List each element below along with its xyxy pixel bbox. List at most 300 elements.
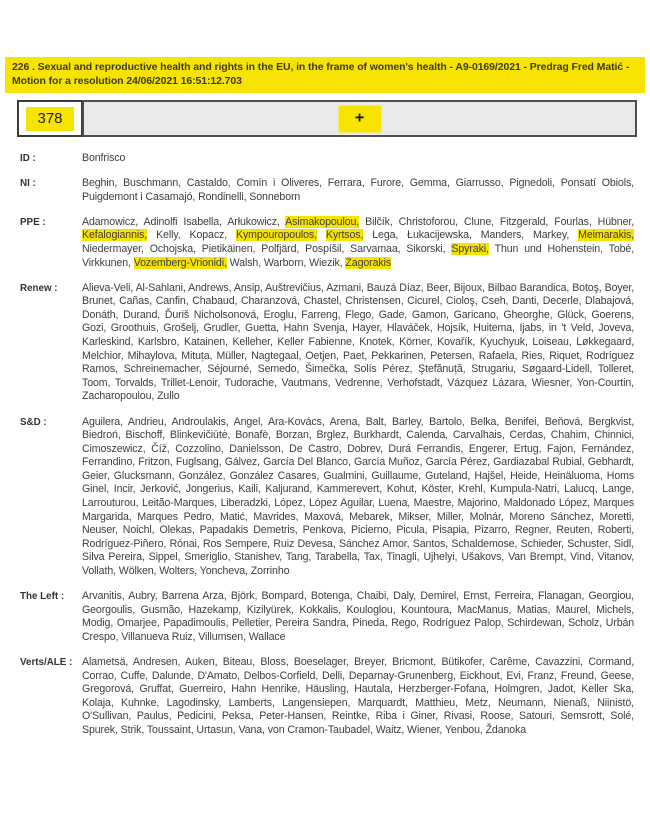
member-name: Tobé, [608,242,635,255]
member-name: Wölken, [118,565,157,578]
member-name: Gregorová, [82,683,134,696]
member-name: Barley, [392,415,424,428]
member-name: Modig, [82,617,114,630]
member-name: Georgoulis, [82,603,136,616]
member-name: Ara-Kovács, [268,415,325,428]
member-name: Arena, [329,415,361,428]
member-name: Beghin, [82,177,118,190]
member-name: Virkkunen, [82,256,131,269]
member-name: Balt, [365,415,387,428]
member-name: Gardiazabal Rubial, [493,456,585,469]
member-name: Hahn Henrike, [231,683,301,696]
member-name: Hautala, [354,683,393,696]
member-name: Omarjee, [116,617,160,630]
member-name: Ijabs, [519,322,545,335]
member-name: Ansip, [233,281,263,294]
member-name: Ertug, [513,442,542,455]
member-name: Kympouropoulos, [236,229,317,242]
member-name: Cioloş, [445,295,478,308]
member-name: Urtasun, [196,723,236,736]
vote-groups [20,152,634,749]
member-name: Lamberts, [228,696,275,709]
member-name: Warborn, [263,256,307,269]
member-name: Tudorache, [224,376,277,389]
member-name: Groothuis, [110,322,159,335]
member-name: Boyer, [604,281,635,294]
member-name: Körner, [399,336,433,349]
member-name: Durá Ferrandis, [388,442,464,455]
member-name: Gozi, [82,322,107,335]
member-name: Papadimoulis, [163,617,229,630]
member-name: Glucksmann, [113,469,175,482]
member-name: Vázquez Lázara, [447,376,528,389]
member-name: Wolters, [159,565,198,578]
member-name: Metz, [465,696,491,709]
member-name: Ferrandino, [82,456,136,469]
member-name: Androulakis, [171,415,229,428]
member-name: Hübner, [597,215,635,228]
member-name: Ries, [521,349,546,362]
member-name: Daly, [393,590,417,603]
member-name: Schuster, [567,537,611,550]
member-name: Guillaume, [371,469,422,482]
member-name: Beňová, [544,415,583,428]
member-name: Vitanov, [597,551,635,564]
member-name: Sonneborn [249,190,301,203]
member-name: Vollath, [82,565,116,578]
member-name: Corrao, [82,669,117,682]
member-name: Chahim, [550,429,590,442]
member-name: Kaljurand, [265,483,313,496]
member-name: Langensiepen, [282,696,351,709]
member-name: Charanzová, [240,295,300,308]
member-name: Comín i Oliveres, [236,177,322,190]
member-name: Hlaváček, [386,322,433,335]
group-label: The Left : [20,591,65,603]
member-name: Urbán Crespo, [82,617,635,643]
member-name: Bonfrisco [82,152,126,164]
member-name: Noichl, [122,524,155,537]
member-name: Guetta, [244,322,279,335]
vote-group-row [20,152,634,166]
member-name: Kyrtsos, [325,229,364,242]
member-name: Lega, [372,229,399,242]
member-name: Rodríguez Palop, [422,617,504,630]
member-name: Karleskind, [82,336,134,349]
member-name: Pospíšil, [305,242,345,255]
member-name: Gemma, [409,177,450,190]
member-name: Barrena Arza, [161,590,227,603]
member-name: Ştefănuță, [418,363,466,376]
member-name: Tarabella, [315,551,360,564]
member-name: Zagorakis [345,256,392,269]
member-name: Alieva-Veli, [82,281,134,294]
member-name: Homs Ginel, [82,469,635,496]
member-name: Séjourné, [207,363,252,376]
member-name: Al-Sahlani, [135,281,186,294]
member-name: Geese, [600,669,635,682]
member-name: Hazekamp, [188,603,242,616]
member-name: Müller, [216,349,247,362]
member-name: Carême, [489,656,530,668]
member-name: Spurek, [82,723,118,736]
member-name: Wiener, [407,723,443,736]
member-name: Karlsbro, [137,336,180,349]
member-name: Biedroń, [82,429,121,442]
member-name: Melchior, [82,349,124,362]
member-name: Trillet-Lenoir, [160,376,221,389]
member-name: Kountoura, [401,603,452,616]
member-name: Puigdemont i Casamajó, [82,190,196,203]
member-name: Borzan, [275,429,312,442]
member-name: García Pérez, [425,456,490,469]
member-name: Tang, [285,551,312,564]
member-name: Thun und Hohenstein, [494,242,603,255]
member-name: Kokkalis, [299,603,341,616]
member-name: Van Brempt, [508,551,567,564]
vote-group-row [20,656,634,738]
member-name: Fernández, [581,442,635,455]
member-name: Kolaja, [82,696,114,709]
member-name: Verhofstadt, [387,376,443,389]
member-name: Danielsson, [229,442,284,455]
member-name: Cicurel, [407,295,443,308]
member-name: Torvalds, [114,376,157,389]
member-name: Vana, [238,723,265,736]
member-name: Jongerius, [185,483,234,496]
member-name: Solé, [610,710,635,723]
plus-symbol: + [338,105,381,132]
member-name: Spyraki, [451,242,489,255]
member-name: Beer, [426,281,451,294]
member-name: Pereira Sandra, [275,617,349,630]
member-name: Kopacz, [189,229,228,242]
member-name: Stanishev, [234,551,283,564]
member-name: Bloss, [260,656,289,668]
member-name: Franz, [527,669,557,682]
member-name: Rodríguez Ramos, [82,349,635,376]
member-name: Wiesner, [531,376,573,389]
member-name: Chabaud, [192,295,238,308]
member-name: Schieder, [520,537,564,550]
member-name: Carvalhais, [452,429,505,442]
member-name: von Cramon-Taubadel, [267,723,373,736]
member-name: Reuten, [556,524,593,537]
member-name: Bilčík, [365,215,393,228]
member-name: Løkkegaard, [576,336,635,349]
member-name: Mavrides, [253,510,299,523]
vote-count-box [17,100,83,137]
member-name: Guteland, [425,469,471,482]
member-name: Pisapia, [432,524,470,537]
group-members [82,590,634,644]
member-name: Andrews, [188,281,232,294]
member-name: Majorino, [457,497,501,510]
member-name: Loiseau, [532,336,572,349]
member-name: Ochojska, [149,242,196,255]
member-name: Delli, [322,669,345,682]
member-name: Matić, [219,510,248,523]
member-name: Lagodinsky, [166,696,222,709]
member-name: Strugariu, [471,363,517,376]
member-name: Demirel, [420,590,460,603]
member-name: Scholz, [568,617,603,630]
member-name: Keller Ska, [581,683,635,696]
member-name: Ferreira, [494,590,534,603]
member-name: Auštrevičius, [265,281,324,294]
member-name: Maurel, [555,603,591,616]
member-name: Belka, [470,415,500,428]
member-name: Burkhardt, [353,429,402,442]
member-name: Mituța, [181,349,213,362]
member-name: Riba i Giner, [375,710,439,723]
member-name: López Aguilar, [309,497,375,510]
member-name: Manders, [480,229,525,242]
member-name: Liberadzki, [220,497,271,510]
member-name: Pedicini, [177,710,217,723]
member-name: Glück, [557,308,587,321]
member-name: Petersen, [430,349,475,362]
member-name: Moretti, [599,510,635,523]
member-name: Adamowicz, [82,215,139,228]
member-name: Markey, [533,229,570,242]
member-name: Dobrev, [347,442,383,455]
group-label: PPE : [20,216,46,228]
member-name: Buschmann, [123,177,181,190]
member-name: Lange, [602,483,635,496]
member-name: Toom, [82,376,111,389]
member-name: Kouloglou, [346,603,396,616]
member-name: Polfjärd, [261,242,300,255]
member-name: Vozemberg-Vrionidi, [133,256,227,269]
member-name: Ujhelyi, [423,551,458,564]
member-name: Mikser, [398,510,432,523]
member-name: Cerdas, [509,429,546,442]
member-name: Gálvez, [224,456,260,469]
member-name: Cimoszewicz, [82,442,146,455]
member-name: Canfin, [155,295,189,308]
member-name: Bartolo, [429,415,465,428]
member-name: Rivasi, [443,710,475,723]
member-name: Roose, [480,710,514,723]
member-name: Brunet, [82,295,116,308]
member-name: Gusmão, [140,603,183,616]
member-name: Aguilera, [82,415,123,428]
member-name: Zorrinho [250,565,290,578]
vote-group-row [20,282,634,404]
member-name: Kuhnke, [121,696,160,709]
member-name: Marquardt, [357,696,408,709]
member-name: Mihaylova, [127,349,178,362]
member-name: García Del Blanco, [263,456,351,469]
member-name: Łukacijewska, [407,229,472,242]
member-name: Søgaard-Lidell, [521,363,593,376]
member-name: Chastel, [303,295,342,308]
group-members [82,216,634,270]
member-name: Castaldo, [186,177,231,190]
member-name: Luena, [378,497,411,510]
member-name: Matthieu, [415,696,458,709]
member-name: Cañas, [119,295,153,308]
member-name: Kelly, [156,229,181,242]
member-name: Toussaint, [146,723,194,736]
member-name: Arłukowicz, [227,215,280,228]
member-name: Ušakovs, [461,551,505,564]
member-name: Heinäluoma, [544,469,603,482]
group-members [82,656,634,738]
member-name: Yoncheva, [199,565,248,578]
member-name: Delbos-Corfield, [243,669,319,682]
member-name: Christoforou, [398,215,458,228]
member-name: Fuglsang, [175,456,222,469]
member-name: Benifei, [504,415,540,428]
member-name: Arvanitis, [82,590,125,603]
member-name: Ferrara, [327,177,365,190]
vote-group-row [20,177,634,204]
member-name: Deparnay-Grunenberg, [348,669,456,682]
member-name: Grudler, [203,322,241,335]
member-name: Rondinelli, [198,190,247,203]
member-name: Kelleher, [232,336,273,349]
member-name: Pignedoli, [509,177,555,190]
vote-count-value: 378 [26,107,73,131]
member-name: Kammerevert, [316,483,383,496]
member-name: Hojsík, [437,322,469,335]
member-name: Asimakopoulou, [285,215,360,228]
member-name: Pekkarinen, [371,349,427,362]
member-name: Semedo, [257,363,300,376]
member-name: Knotek, [359,336,395,349]
member-name: Wallace [248,630,286,643]
member-name: Auken, [185,656,218,668]
vote-group-row [20,416,634,579]
member-name: Leitão-Marques, [142,497,218,510]
member-name: O'Sullivan, [82,710,132,723]
member-name: Sidl, [613,537,634,550]
member-name: Fitzgerald, [499,215,549,228]
member-name: Tax, [363,551,383,564]
group-label: Verts/ALE : [20,657,73,668]
member-name: Gualmini, [323,469,368,482]
member-name: Penkova, [302,524,347,537]
group-label: S&D : [20,416,47,428]
member-name: Cuffe, [120,669,149,682]
group-label: Renew : [20,282,58,294]
member-name: Tinagli, [386,551,420,564]
member-name: Schirdewan, [507,617,565,630]
member-name: Hayer, [352,322,383,335]
member-name: Breyer, [354,656,387,668]
member-name: Marques Margarida, [82,497,635,523]
member-name: Yon-Courtin, [576,376,634,389]
member-name: Paulus, [136,710,172,723]
vote-result-box [82,100,637,137]
member-name: Villumsen, [198,630,246,643]
member-name: Kizilyürek, [246,603,294,616]
member-name: Wiezik, [309,256,343,269]
member-name: Sarvamaa, [350,242,401,255]
member-name: Chaibi, [356,590,390,603]
member-name: Molnár, [469,510,504,523]
member-name: Flanagan, [537,590,585,603]
member-name: Číž, [151,442,170,455]
member-name: Zacharopoulou, [82,390,155,403]
member-name: Krehl, [458,483,486,496]
member-name: López, [274,497,306,510]
member-name: Evi, [506,669,524,682]
member-name: Kefalogiannis, [82,229,148,242]
member-name: Freund, [560,669,597,682]
member-name: Pizarro, [474,524,510,537]
member-name: Peter-Hansen, [259,710,327,723]
member-name: Katainen, [184,336,228,349]
member-name: Gheorghe, [503,308,553,321]
member-name: Marques Pedro, [137,510,215,523]
member-name: Incir, [113,483,136,496]
member-name: Michels, [596,603,635,616]
member-name: Häusling, [305,683,349,696]
member-name: Keller Fabienne, [277,336,355,349]
member-name: Decerle, [542,295,582,308]
member-name: Farreng, [301,308,341,321]
member-name: Botoş, [572,281,602,294]
member-name: Peksa, [221,710,254,723]
member-name: Maestre, [413,497,455,510]
member-name: Hahn Svenja, [283,322,348,335]
member-name: Eroglu, [263,308,297,321]
member-name: Bompard, [261,590,307,603]
member-name: Niedermayer, [82,242,144,255]
member-name: Mebarek, [349,510,393,523]
member-name: Alametsä, [82,656,129,668]
member-name: Šimečka, [305,363,348,376]
member-name: Paet, [342,349,368,362]
member-name: Andresen, [132,656,181,668]
member-name: Gade, [378,308,408,321]
member-name: Fritzon, [138,456,173,469]
member-name: Gruffat, [139,683,174,696]
member-name: Vautmans, [281,376,331,389]
member-name: Clune, [463,215,494,228]
member-name: Sippel, [148,551,181,564]
member-name: Niinistö, [597,696,634,709]
member-name: Furore, [370,177,404,190]
member-name: De Castro, [289,442,342,455]
member-name: D'Amato, [197,669,240,682]
member-name: Brglez, [316,429,349,442]
member-name: Adinolfi Isabella, [143,215,222,228]
member-name: Bischoff, [125,429,166,442]
member-name: Ždanoka [485,723,527,736]
member-name: González, [178,469,226,482]
member-name: Silva Pereira, [82,551,145,564]
member-name: Picierno, [351,524,392,537]
member-name: Bijoux, [453,281,485,294]
member-name: Geier, [82,469,110,482]
member-name: Strik, [120,723,145,736]
member-name: Olekas, [159,524,195,537]
member-name: Dlabajová, [585,295,635,308]
member-name: Flego, [345,308,375,321]
member-name: Tolleret, [597,363,635,376]
member-name: Kumpula-Natri, [490,483,560,496]
member-name: Danti, [512,295,540,308]
member-name: Sánchez Amor, [339,537,410,550]
group-label: NI : [20,178,36,190]
member-name: Calenda, [406,429,448,442]
member-name: Biteau, [222,656,256,668]
member-name: Durand, [123,308,161,321]
